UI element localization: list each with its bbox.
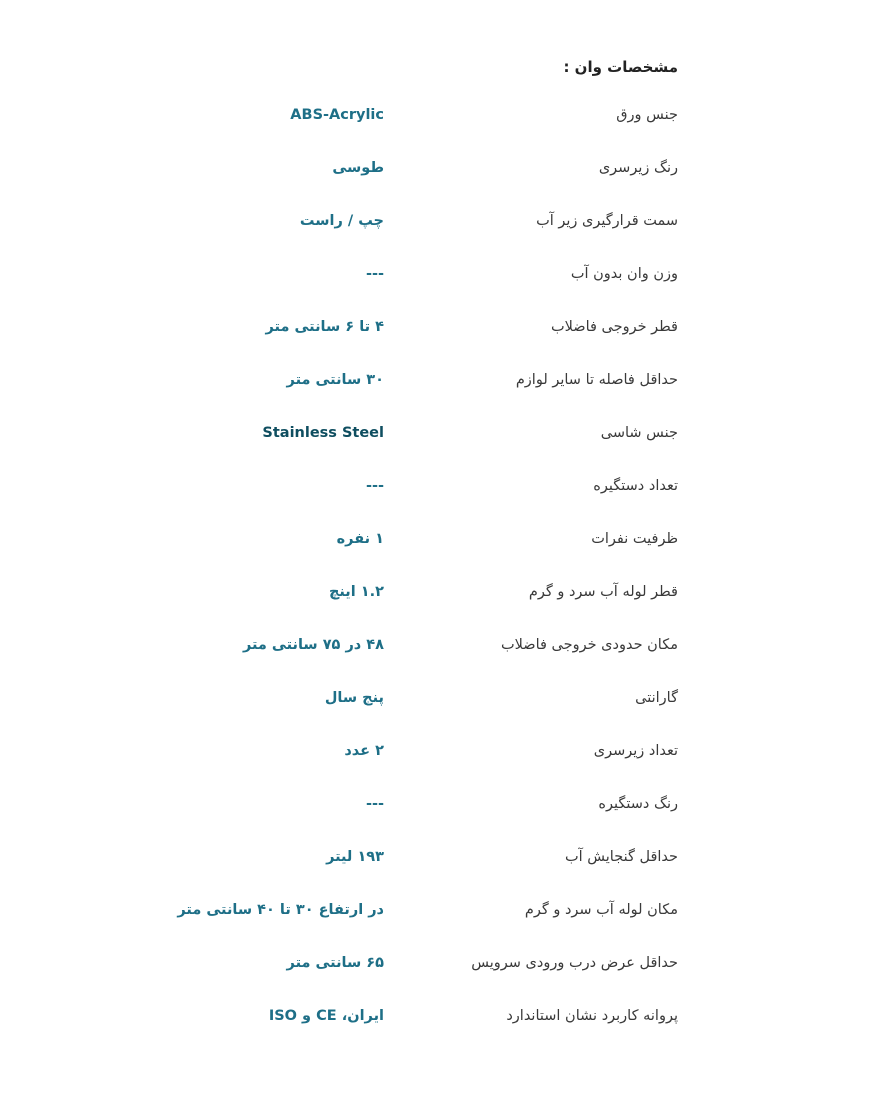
spec-value: ۶۵ سانتی متر bbox=[286, 954, 384, 971]
spec-row bbox=[0, 353, 870, 406]
spec-label: وزن وان بدون آب bbox=[570, 265, 678, 282]
spec-row bbox=[0, 936, 870, 989]
spec-row bbox=[0, 88, 870, 141]
spec-value: ۲ عدد bbox=[344, 742, 384, 759]
spec-label: گارانتی bbox=[635, 689, 678, 706]
spec-value: پنج سال bbox=[324, 689, 384, 706]
spec-value: طوسی bbox=[332, 159, 384, 176]
spec-value: --- bbox=[365, 795, 384, 812]
spec-value: ABS-Acrylic bbox=[290, 106, 384, 123]
spec-value: ایران، CE و ISO bbox=[268, 1007, 384, 1024]
spec-label: ظرفیت نفرات bbox=[591, 530, 678, 547]
spec-label: رنگ دستگیره bbox=[598, 795, 678, 812]
spec-value: ۳۰ سانتی متر bbox=[286, 371, 384, 388]
spec-label: رنگ زیرسری bbox=[598, 159, 678, 176]
spec-label: مکان لوله آب سرد و گرم bbox=[524, 901, 678, 918]
spec-label: تعداد زیرسری bbox=[593, 742, 678, 759]
spec-row bbox=[0, 618, 870, 671]
spec-row bbox=[0, 194, 870, 247]
spec-value: --- bbox=[365, 265, 384, 282]
spec-row bbox=[0, 300, 870, 353]
spec-row bbox=[0, 459, 870, 512]
spec-row bbox=[0, 830, 870, 883]
spec-value: ۴۸ در ۷۵ سانتی متر bbox=[242, 636, 384, 653]
spec-value: Stainless Steel bbox=[262, 424, 384, 441]
spec-row bbox=[0, 724, 870, 777]
spec-label: جنس شاسی bbox=[600, 424, 678, 441]
spec-value: ۱.۲ اینچ bbox=[328, 583, 384, 600]
spec-label: حداقل عرض درب ورودی سرویس bbox=[471, 954, 678, 971]
spec-row bbox=[0, 671, 870, 724]
spec-value: ۴ تا ۶ سانتی متر bbox=[265, 318, 384, 335]
spec-label: حداقل گنجایش آب bbox=[565, 848, 678, 865]
spec-label: پروانه کاربرد نشان استاندارد bbox=[506, 1007, 678, 1024]
spec-row bbox=[0, 883, 870, 936]
spec-label: قطر لوله آب سرد و گرم bbox=[528, 583, 678, 600]
spec-value: ۱۹۳ لیتر bbox=[326, 848, 384, 865]
spec-value: در ارتفاع ۳۰ تا ۴۰ سانتی متر bbox=[177, 901, 384, 918]
spec-row bbox=[0, 565, 870, 618]
spec-label: تعداد دستگیره bbox=[593, 477, 678, 494]
spec-row bbox=[0, 406, 870, 459]
spec-label: حداقل فاصله تا سایر لوازم bbox=[515, 371, 678, 388]
spec-row bbox=[0, 512, 870, 565]
spec-label: سمت قرارگیری زیر آب bbox=[536, 212, 678, 229]
spec-value: --- bbox=[365, 477, 384, 494]
spec-label: قطر خروجی فاضلاب bbox=[550, 318, 678, 335]
spec-row bbox=[0, 141, 870, 194]
spec-value: چپ / راست bbox=[299, 212, 384, 229]
spec-value: ۱ نفره bbox=[336, 530, 384, 547]
page-title: مشخصات وان : bbox=[563, 58, 678, 77]
spec-table bbox=[0, 88, 870, 1042]
spec-label: جنس ورق bbox=[616, 106, 678, 123]
spec-row bbox=[0, 989, 870, 1042]
spec-label: مکان حدودی خروجی فاضلاب bbox=[500, 636, 678, 653]
spec-row bbox=[0, 777, 870, 830]
spec-row bbox=[0, 247, 870, 300]
